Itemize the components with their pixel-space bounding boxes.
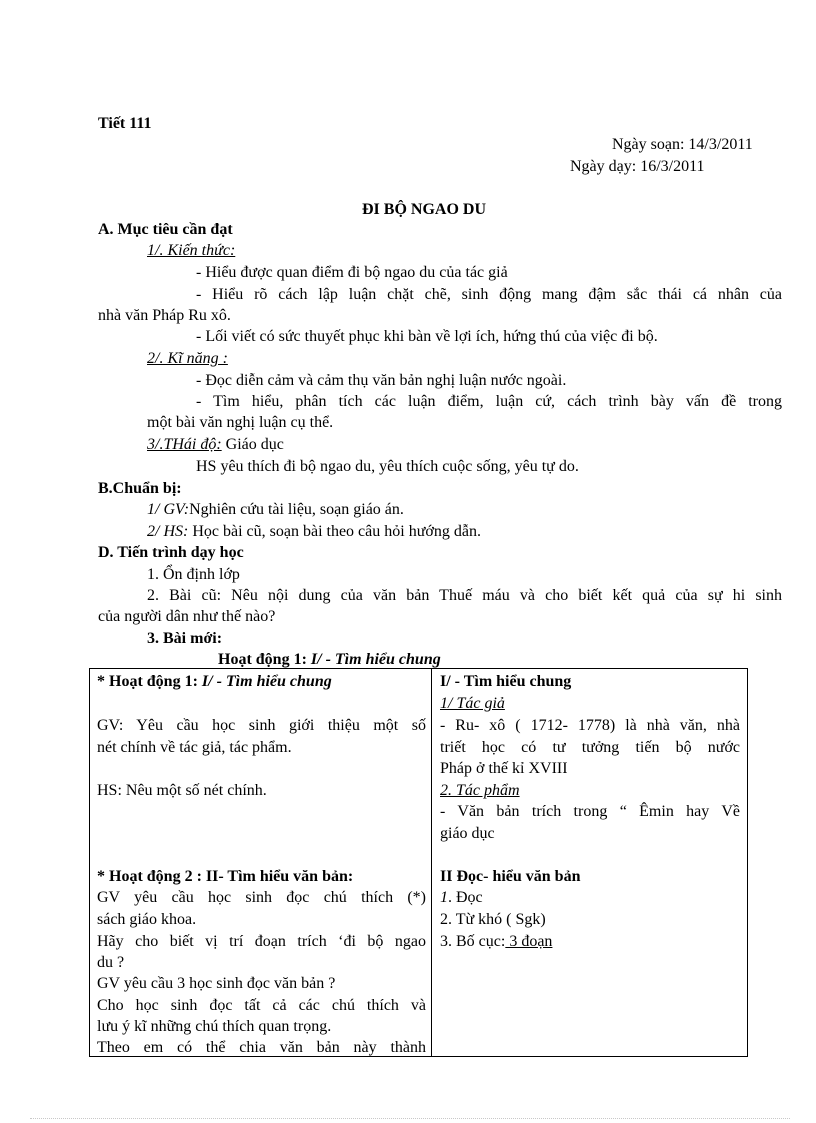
- step-item-cont: của người dân như thế nào?: [98, 608, 276, 625]
- item-1-text: . Đọc: [448, 889, 483, 906]
- item-3-suffix: 3 đoạn: [505, 933, 553, 950]
- skills-item: - Tìm hiểu, phân tích các luận điểm, luận cứ, cách trình bày vấn đề trong: [196, 393, 782, 410]
- step-item: 2. Bài cũ: Nêu nội dung của văn bản Thuế máu và cho biết kết quả của sự hi sinh: [147, 587, 782, 604]
- page-bottom-divider: [30, 1118, 790, 1119]
- activity-2-title: * Hoạt động 2 : II- Tìm hiểu văn bản:: [97, 868, 354, 885]
- step-item: 1. Ổn định lớp: [147, 566, 240, 583]
- teacher-activities-column: [90, 669, 432, 1057]
- teacher-line: nét chính về tác giả, tác phẩm.: [97, 739, 292, 756]
- section-b-heading: B.Chuẩn bị:: [98, 480, 182, 497]
- teacher-line: Cho học sinh đọc tất cả các chú thích và: [97, 997, 426, 1014]
- section-a-heading: A. Mục tiêu cần đạt: [98, 221, 233, 238]
- prep-gv-line: [147, 499, 404, 520]
- section-1-title: I/ - Tìm hiểu chung: [440, 673, 572, 690]
- content-line: giáo dục: [440, 825, 495, 842]
- knowledge-label: 1/. Kiến thức:: [147, 242, 236, 259]
- author-label: 1/ Tác giả: [440, 695, 505, 712]
- gv-text: Nghiên cứu tài liệu, soạn giáo án.: [189, 501, 404, 518]
- prep-date: Ngày soạn: 14/3/2011: [612, 136, 753, 153]
- content-line: triết học có tư tưởng tiến bộ nước: [440, 739, 740, 756]
- section-2-title: II Đọc- hiểu văn bản: [440, 868, 581, 885]
- item-1-number: 1: [440, 889, 448, 906]
- teacher-line: Hãy cho biết vị trí đoạn trích ‘đi bộ ngao: [97, 933, 426, 950]
- section-d-heading: D. Tiến trình dạy học: [98, 544, 244, 561]
- prep-hs-line: [147, 521, 481, 542]
- attitude-label: 3/.THái độ:: [147, 436, 222, 453]
- skills-item-cont: một bài văn nghị luận cụ thể.: [147, 414, 334, 431]
- activity-1-label: * Hoạt động 1:: [97, 673, 202, 690]
- lesson-table: [89, 668, 748, 1057]
- content-line: [440, 887, 483, 908]
- skills-label: 2/. Kĩ năng :: [147, 350, 228, 367]
- attitude-item: HS yêu thích đi bộ ngao du, yêu thích cuộc sống, yêu tự do.: [196, 458, 579, 475]
- page-title: ĐI BỘ NGAO DU: [362, 201, 487, 218]
- activity-caption-title: I/ - Tìm hiểu chung: [310, 651, 441, 668]
- work-label: 2. Tác phẩm: [440, 782, 520, 799]
- item-3-prefix: 3. Bố cục:: [440, 933, 506, 950]
- knowledge-item-cont: nhà văn Pháp Ru xô.: [98, 307, 231, 324]
- teacher-line: GV: Yêu cầu học sinh giới thiệu một số: [97, 717, 426, 734]
- teacher-line: GV yêu cầu 3 học sinh đọc văn bản ?: [97, 975, 336, 992]
- activity-1-title: [97, 671, 332, 692]
- teacher-line: GV yêu cầu học sinh đọc chú thích (*): [97, 889, 426, 906]
- teacher-line: lưu ý kĩ những chú thích quan trọng.: [97, 1018, 332, 1035]
- lesson-number: Tiết 111: [98, 115, 152, 132]
- teacher-line: Theo em có thể chia văn bản này thành: [97, 1039, 426, 1056]
- content-line: - Văn bản trích trong “ Êmin hay Về: [440, 803, 740, 820]
- attitude-line: [147, 434, 284, 455]
- teacher-line: sách giáo khoa.: [97, 911, 197, 928]
- gv-label: 1/ GV:: [147, 501, 190, 518]
- step-item: 3. Bài mới:: [147, 630, 223, 647]
- knowledge-item: - Hiểu rõ cách lập luận chặt chẽ, sinh động mang đậm sắc thái cá nhân của: [196, 286, 782, 303]
- activity-caption-label: Hoạt động 1:: [218, 651, 311, 668]
- knowledge-item: - Lối viết có sức thuyết phục khi bàn về lợi ích, hứng thú của việc đi bộ.: [196, 328, 658, 345]
- skills-item: - Đọc diễn cảm và cảm thụ văn bản nghị luận nước ngoài.: [196, 372, 567, 389]
- hs-text: Học bài cũ, soạn bài theo câu hỏi hướng dẫn.: [188, 523, 481, 540]
- content-column: [432, 669, 748, 1057]
- hs-label: 2/ HS:: [147, 523, 189, 540]
- content-line: - Ru- xô ( 1712- 1778) là nhà văn, nhà: [440, 717, 740, 734]
- attitude-suffix: Giáo dục: [221, 436, 284, 453]
- content-line: Pháp ở thế kỉ XVIII: [440, 760, 568, 777]
- content-line: 2. Từ khó ( Sgk): [440, 911, 546, 928]
- teacher-line: du ?: [97, 954, 125, 971]
- activity-caption: [218, 649, 441, 670]
- student-line: HS: Nêu một số nét chính.: [97, 782, 267, 799]
- content-line: [440, 931, 552, 952]
- teach-date: Ngày dạy: 16/3/2011: [570, 158, 705, 175]
- knowledge-item: - Hiểu được quan điểm đi bộ ngao du của tác giả: [196, 264, 508, 281]
- activity-1-name: I/ - Tìm hiểu chung: [201, 673, 332, 690]
